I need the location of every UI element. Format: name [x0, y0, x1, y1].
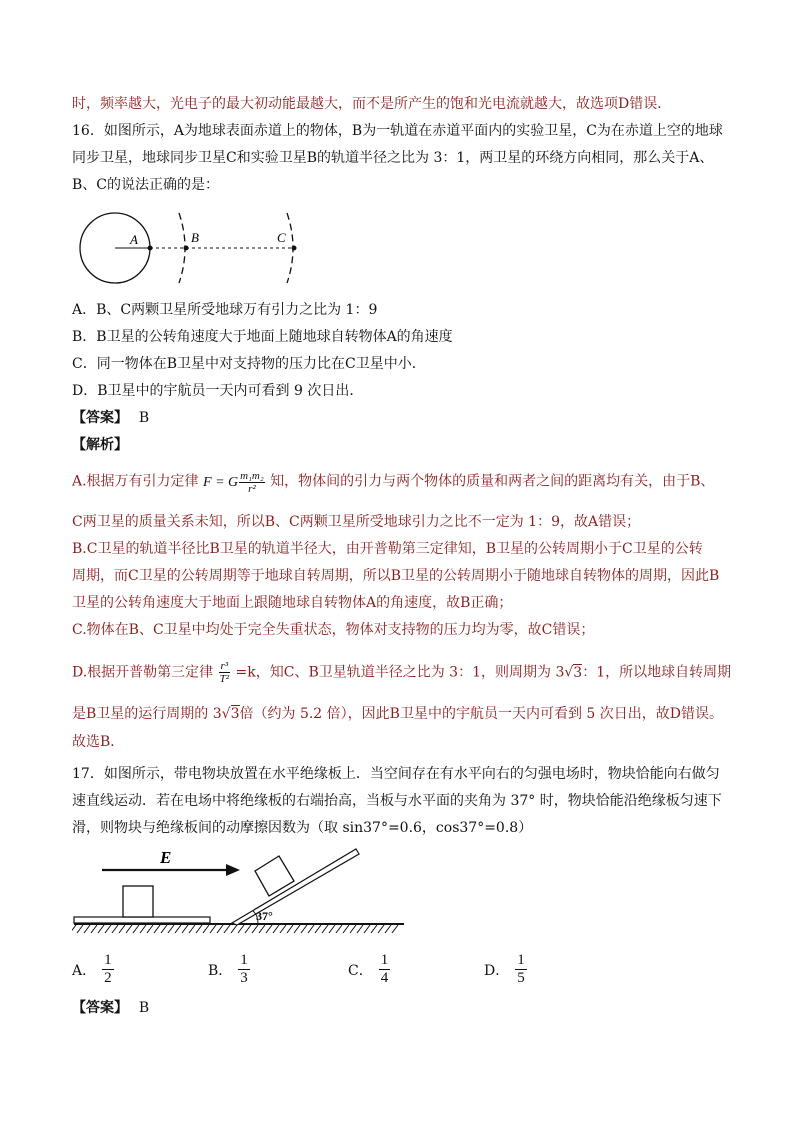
hatch-mark	[175, 925, 181, 933]
choice-fraction	[238, 952, 250, 987]
q16-option-a: A．B、C两颗卫星所受地球万有引力之比为 1：9	[72, 302, 378, 318]
answer-value: B	[138, 410, 150, 426]
hatch-mark	[385, 925, 391, 933]
choice-fraction	[515, 952, 527, 987]
choice-denominator: 4	[380, 970, 389, 986]
q16-option-d: D．B卫星中的宇航员一天内可看到 9 次日出．	[72, 383, 364, 399]
hatch-mark	[154, 925, 160, 933]
choice-label: C．	[348, 962, 373, 979]
inclined-board	[232, 849, 359, 925]
hatch-mark	[322, 925, 328, 933]
hatch-mark	[72, 925, 76, 933]
q16-analysis-label: 【解析】	[72, 437, 128, 453]
hatch-mark	[203, 925, 209, 933]
flat-board	[74, 917, 210, 923]
label-a: A	[130, 232, 138, 247]
q16-stem-line-1: 16．如图所示，A为地球表面赤道上的物体，B为一轨道在赤道平面内的实验卫星，C为在赤道上空的地球	[72, 123, 723, 139]
choice-label: B．	[208, 962, 233, 979]
hatch-mark	[294, 925, 300, 933]
hatch-mark	[273, 925, 279, 933]
answer-value: B	[138, 1000, 150, 1016]
hatch-mark	[105, 925, 111, 933]
q17-incline-figure	[72, 845, 412, 940]
choice-numerator: 1	[380, 952, 389, 968]
hatch-mark	[189, 925, 195, 933]
hatch-mark	[224, 925, 230, 933]
kepler-fraction	[219, 660, 230, 685]
answer-label: 【答案】	[72, 1000, 128, 1016]
hatch-mark	[140, 925, 146, 933]
point-a-dot	[148, 246, 153, 251]
hatch-mark	[210, 925, 216, 933]
analysis-d-line-2	[72, 704, 723, 724]
fraction-denominator: r²	[248, 483, 256, 495]
q16-stem-line-3: B、C的说法正确的是：	[72, 177, 219, 193]
analysis-a-suffix: 知，物体间的引力与两个物体的质量和两者之间的距离均有关，由于B、	[270, 473, 715, 490]
hatch-mark	[357, 925, 363, 933]
hatch-mark	[315, 925, 321, 933]
hatch-mark	[280, 925, 286, 933]
q16-option-c: C．同一物体在B卫星中对支持物的压力比在C卫星中小．	[72, 356, 426, 372]
hatch-mark	[259, 925, 265, 933]
q16-answer	[72, 408, 149, 428]
q16-orbit-figure	[78, 210, 318, 290]
hatch-mark	[112, 925, 118, 933]
hatch-mark	[217, 925, 223, 933]
hatch-mark	[287, 925, 293, 933]
choice-label: D．	[484, 962, 510, 979]
analysis-d-prefix: D.根据开普勒第三定律	[72, 664, 214, 681]
hatch-mark	[392, 925, 398, 933]
hatch-mark	[252, 925, 258, 933]
choice-numerator: 1	[240, 952, 248, 968]
q17-stem-line-3: 滑，则物块与绝缘板间的动摩擦因数为（取 sin37°=0.6，cos37°=0.8）	[72, 820, 533, 836]
label-b: B	[191, 230, 199, 245]
q17-choice-b	[208, 952, 250, 987]
choice-label: A．	[72, 962, 97, 979]
hatch-mark	[77, 925, 83, 933]
prev-analysis-line: 时，频率越大，光电子的最大初动能最越大，而不是所产生的饱和光电流就越大，故选项D错误．	[72, 96, 672, 112]
analysis-d-suffix: ：1，所以地球自转周期	[582, 664, 732, 681]
analysis-b-line-2: 周期，而C卫星的公转周期等于地球自转周期，所以B卫星的公转周期小于随地球自转物体的周期，因此B	[72, 568, 720, 584]
gravity-formula	[203, 470, 266, 495]
hatch-mark	[133, 925, 139, 933]
hatch-mark	[308, 925, 314, 933]
sqrt-symbol: √	[564, 664, 574, 681]
hatch-mark	[119, 925, 125, 933]
hatch-mark	[231, 925, 237, 933]
hatch-mark	[329, 925, 335, 933]
hatch-mark	[182, 925, 188, 933]
field-arrow-head	[226, 864, 240, 876]
analysis-a-line-1	[72, 470, 714, 495]
analysis-b-line-1: B.C卫星的轨道半径比B卫星的轨道半径大，由开普勒第三定律知，B卫星的公转周期小于C卫星的公转	[72, 541, 703, 557]
analysis-d2-prefix: 是B卫星的运行周期的 3	[72, 706, 222, 722]
fraction-numerator: m₁m₂	[240, 470, 264, 482]
ground-hatch	[72, 925, 398, 933]
q17-choice-d	[484, 952, 527, 987]
q17-choice-c	[348, 952, 390, 987]
analysis-conclusion: 故选B．	[72, 734, 125, 750]
hatch-mark	[238, 925, 244, 933]
hatch-mark	[126, 925, 132, 933]
label-c: C	[277, 230, 286, 245]
angle-label: 37°	[256, 909, 273, 923]
analysis-a-prefix: A.根据万有引力定律	[72, 473, 199, 490]
choice-fraction	[102, 952, 114, 987]
choice-denominator: 2	[104, 970, 112, 986]
hatch-mark	[98, 925, 104, 933]
analysis-d-middle: =k，知C、B卫星轨道半径之比为 3：1，则周期为 3	[235, 664, 565, 681]
hatch-mark	[168, 925, 174, 933]
sqrt-radicand-2: 3	[230, 706, 240, 722]
formula-lhs: F = G	[203, 474, 239, 490]
point-c-dot	[292, 246, 297, 251]
kepler-denominator: T²	[219, 673, 230, 685]
choice-numerator: 1	[517, 952, 525, 968]
analysis-d2-suffix: 倍（约为 5.2 倍），因此B卫星中的宇航员一天内可看到 5 次日出，故D错误。	[239, 706, 723, 722]
choice-fraction	[379, 952, 391, 987]
hatch-mark	[147, 925, 153, 933]
hatch-mark	[301, 925, 307, 933]
hatch-mark	[336, 925, 342, 933]
q16-stem-line-2: 同步卫星，地球同步卫星C和实验卫星B的轨道半径之比为 3：1，两卫星的环绕方向相同，那么关于A、	[72, 150, 714, 166]
analysis-b-line-3: 卫星的公转角速度大于地面上跟随地球自转物体A的角速度，故B正确；	[72, 595, 513, 611]
hatch-mark	[343, 925, 349, 933]
q17-choice-a	[72, 952, 114, 987]
hatch-mark	[161, 925, 167, 933]
hatch-mark	[350, 925, 356, 933]
choice-denominator: 3	[240, 970, 248, 986]
hatch-mark	[84, 925, 90, 933]
analysis-d-line-1	[72, 660, 731, 685]
hatch-mark	[266, 925, 272, 933]
analysis-c-line: C.物体在B、C卫星中均处于完全失重状态，物体对支持物的压力均为零，故C错误；	[72, 622, 595, 638]
hatch-mark	[371, 925, 377, 933]
q17-stem-line-2: 速直线运动．若在电场中将绝缘板的右端抬高，当板与水平面的夹角为 37° 时，物块恰能沿绝缘板匀速下	[72, 793, 722, 809]
hatch-mark	[245, 925, 251, 933]
q17-stem-line-1: 17．如图所示，带电物块放置在水平绝缘板上．当空间存在有水平向右的匀强电场时，物块恰能向右做匀	[72, 766, 720, 782]
sqrt-symbol-2: √	[221, 706, 231, 722]
choice-numerator: 1	[104, 952, 112, 968]
hatch-mark	[196, 925, 202, 933]
sqrt-radicand: 3	[573, 664, 583, 681]
analysis-a-line-2: C两卫星的质量关系未知，所以B、C两颗卫星所受地球引力之比不一定为 1：9，故A错误；	[72, 514, 641, 530]
choice-denominator: 5	[517, 970, 525, 986]
hatch-mark	[364, 925, 370, 933]
hatch-mark	[378, 925, 384, 933]
hatch-mark	[91, 925, 97, 933]
block-flat	[123, 886, 153, 917]
q16-option-b: B．B卫星的公转角速度大于地面上随地球自转物体A的角速度	[72, 329, 453, 345]
q17-answer	[72, 998, 149, 1018]
answer-label: 【答案】	[72, 410, 128, 426]
kepler-numerator: r³	[220, 660, 229, 672]
point-b-dot	[184, 246, 189, 251]
formula-fraction	[239, 470, 265, 495]
field-label-e: E	[160, 848, 172, 867]
